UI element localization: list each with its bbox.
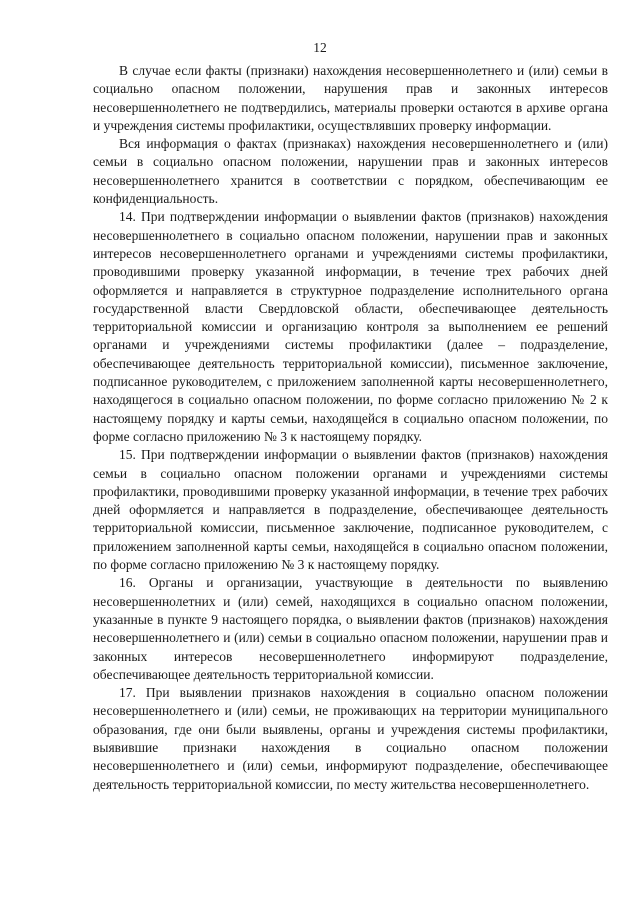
page-number: 12: [313, 40, 327, 55]
paragraph-item-17: 17. При выявлении признаков нахождения в социально опасном положении несовершеннолетнего и (или) семьи, не проживающих на территории муниципального образования, где они были выявлены, органы и учреждения системы профилактики, выявившие признаки нахождения в социально опасном положении несовершеннолетнего и (или) семьи, информируют подразделение, обеспечивающее деятельность территориальной комиссии, по месту жительства несовершеннолетнего.: [93, 685, 608, 792]
paragraph-archive-note: В случае если факты (признаки) нахождения несовершеннолетнего и (или) семьи в социально опасном положении, нарушения прав и законных интересов несовершеннолетнего не подтвердились, материалы проверки остаются в архиве органа и учреждения системы профилактики, осуществлявших проверку информации.: [93, 63, 608, 133]
paragraph-item-14: 14. При подтверждении информации о выявлении фактов (признаков) нахождения несовершеннолетнего в социально опасном положении, нарушении прав и законных интересов несовершеннолетнего органами и учреждениями системы профилактики, проводившими проверку указанной информации, в течение трех рабочих дней оформляется и направляется в структурное подразделение исполнительного органа государственной власти Свердловской области, обеспечивающее деятельность территориальной комиссии и организацию контроля за выполнением ее решений органами и учреждениями системы профилактики (далее – подразделение, обеспечивающее деятельность территориальной комиссии), письменное заключение, подписанное руководителем, с приложением заполненной карты несовершеннолетнего, находящегося в социально опасном положении, по форме согласно приложению № 2 к настоящему порядку и карты семьи, находящейся в социально опасном положении, по форме согласно приложению № 3 к настоящему порядку.: [93, 209, 608, 444]
paragraph-item-15: 15. При подтверждении информации о выявлении фактов (признаков) нахождения семьи в социально опасном положении органами и учреждениями системы профилактики, проводившими проверку указанной информации, в течение трех рабочих дней оформляется и направляется в подразделение, обеспечивающее деятельность территориальной комиссии, письменное заключение, подписанное руководителем, с приложением заполненной карты семьи, находящейся в социально опасном положении, по форме согласно приложению № 3 к настоящему порядку.: [93, 447, 608, 573]
paragraph-item-16: 16. Органы и организации, участвующие в деятельности по выявлению несовершеннолетних и (или) семей, находящихся в социально опасном положении, указанные в пункте 9 настоящего порядка, о выявлении фактов (признаков) нахождения несовершеннолетнего и (или) семьи в социально опасном положении, нарушении прав и законных интересов несовершеннолетнего информируют подразделение, обеспечивающее деятельность территориальной комиссии.: [93, 575, 608, 682]
paragraph-confidentiality: Вся информация о фактах (признаках) нахождения несовершеннолетнего и (или) семьи в социально опасном положении, нарушении прав и законных интересов несовершеннолетнего хранится в соответствии с порядком, обеспечивающим ее конфиденциальность.: [93, 136, 608, 207]
document-body: [93, 62, 608, 794]
